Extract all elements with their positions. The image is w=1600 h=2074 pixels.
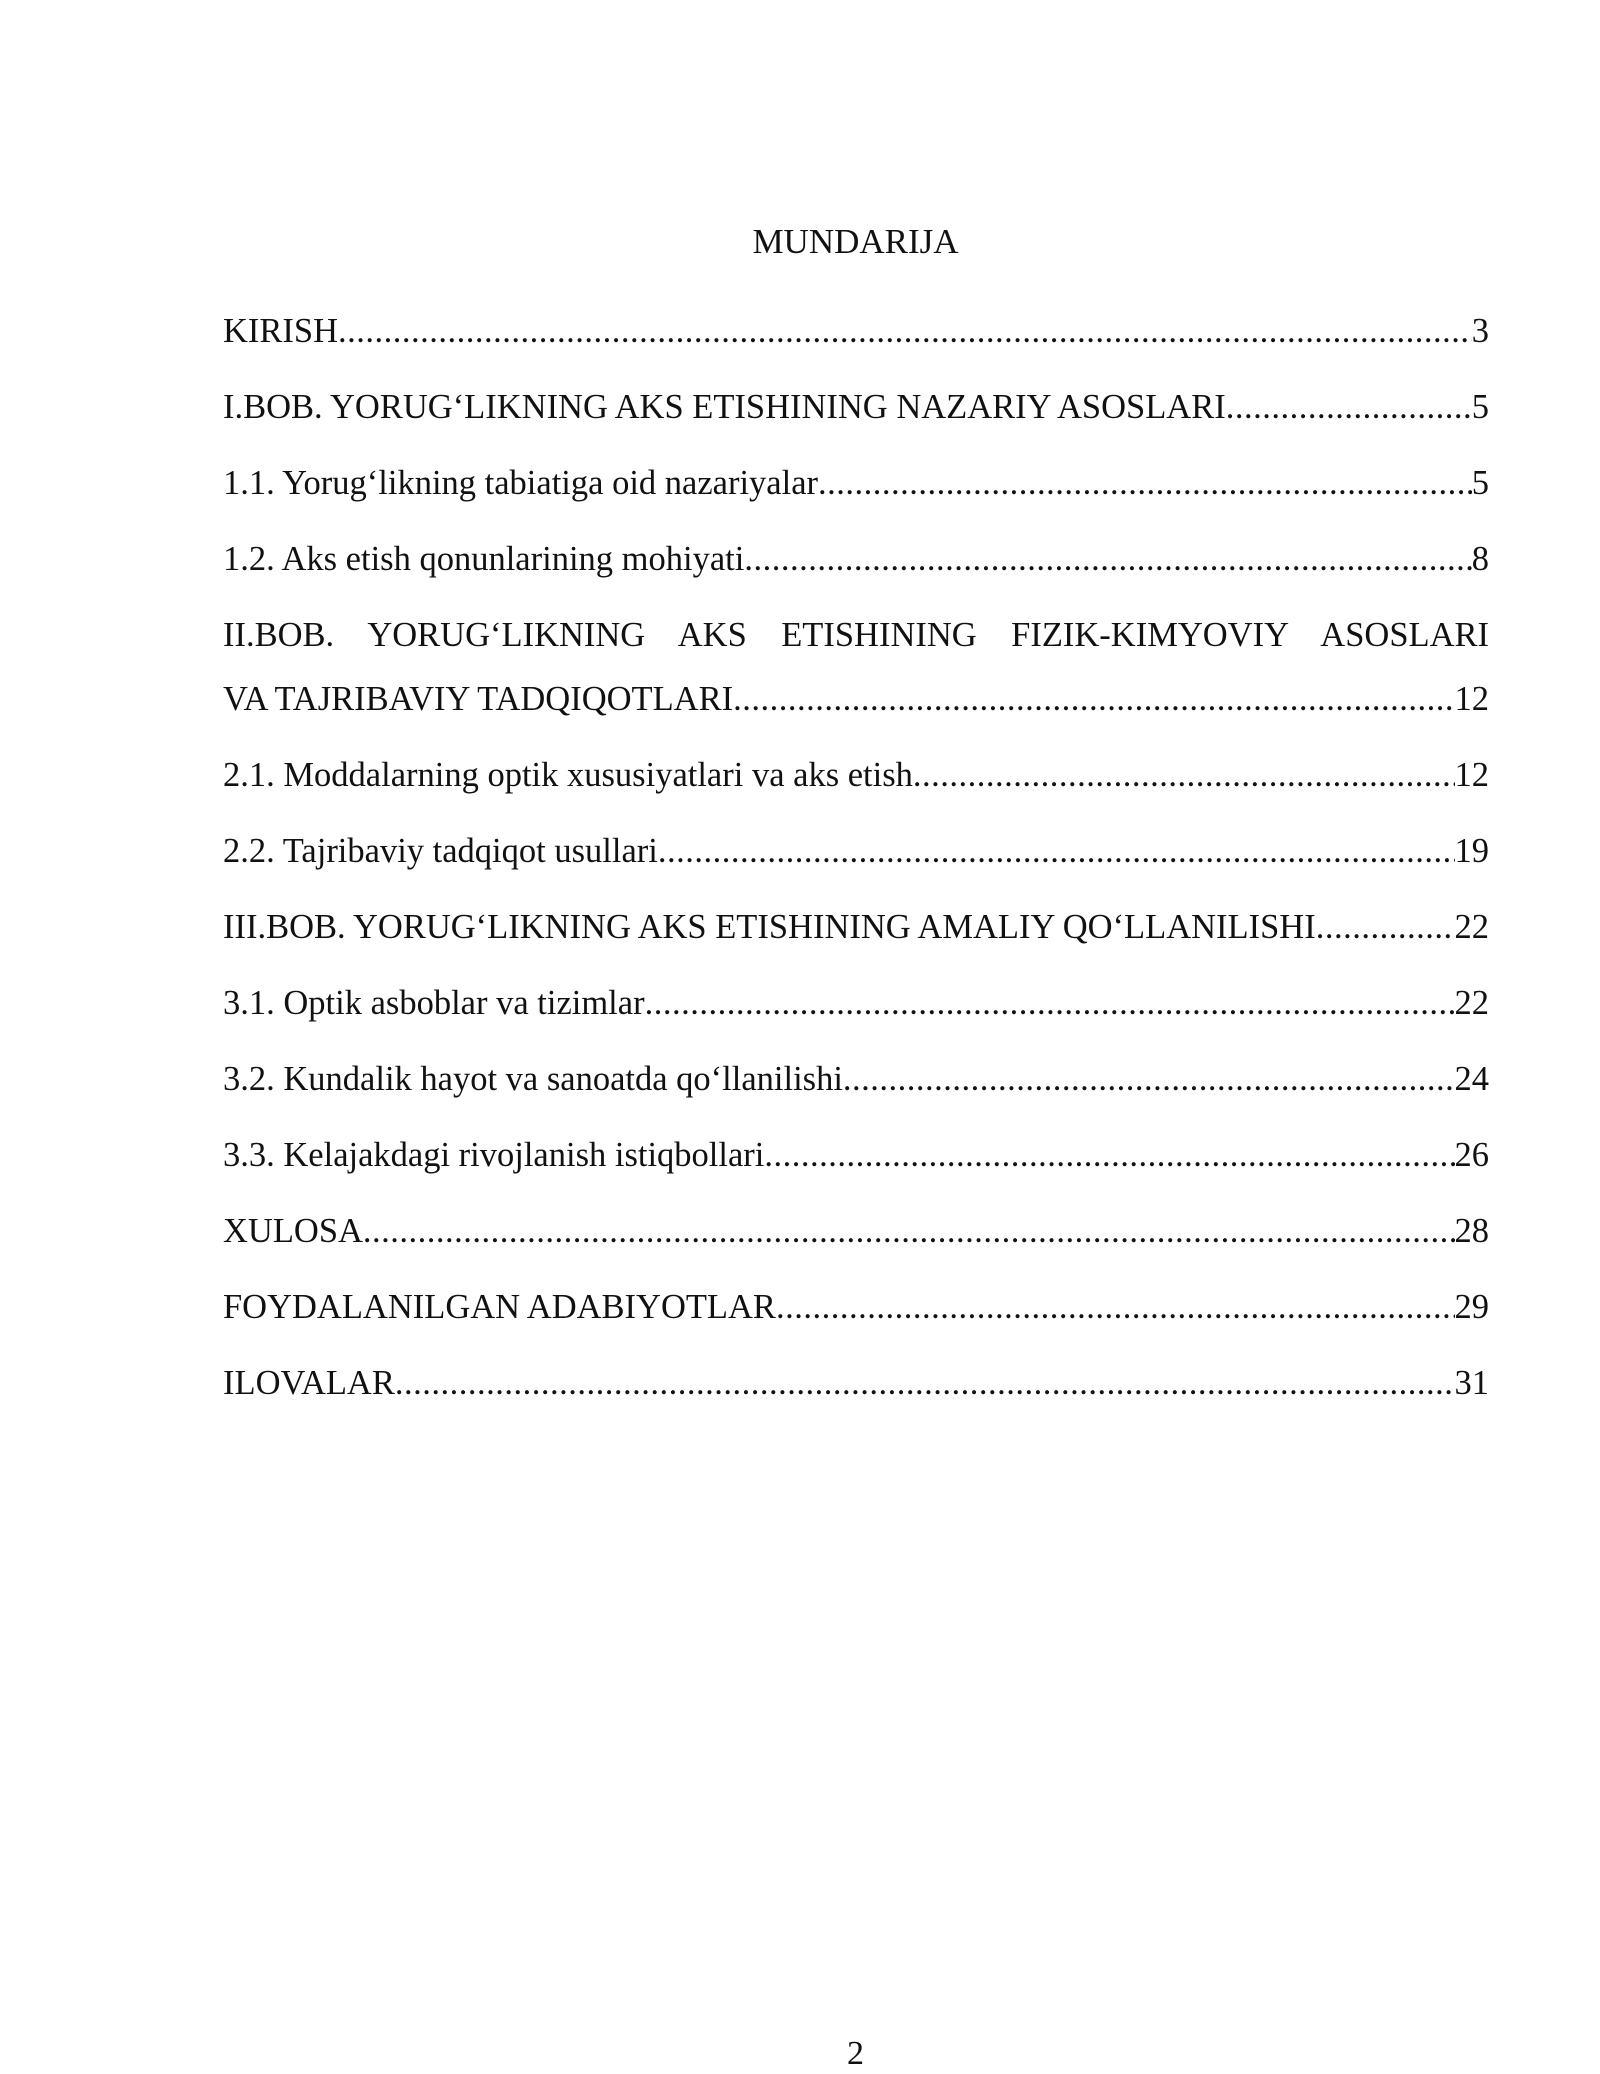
toc-entry-page: 28 [1454, 1212, 1489, 1250]
toc-dot-leader [818, 463, 1472, 503]
toc-entry-label: ILOVALAR [223, 1364, 395, 1402]
toc-entry-page: 26 [1454, 1136, 1489, 1174]
toc-entry-chapter-3[interactable] [223, 907, 1489, 947]
toc-entry-label: 1.1. Yorug‘likning tabiatiga oid nazariyalar [223, 464, 818, 502]
toc-entry-chapter-1[interactable] [223, 387, 1489, 427]
toc-dot-leader [764, 1135, 1454, 1175]
toc-dot-leader [645, 983, 1455, 1023]
toc-entry-line2 [223, 679, 1489, 719]
toc-entry-label: 3.3. Kelajakdagi rivojlanish istiqbollari [223, 1136, 765, 1174]
toc-dot-leader [913, 755, 1455, 795]
toc-entry-label: 2.1. Moddalarning optik xususiyatlari va aks etish [223, 756, 913, 794]
toc-entry-kirish[interactable] [223, 311, 1489, 351]
toc-entry-section-1-2[interactable] [223, 539, 1489, 579]
toc-entry-page: 5 [1471, 464, 1489, 502]
toc-entry-label: I.BOB. YORUG‘LIKNING AKS ETISHINING NAZARIY ASOSLARI [223, 388, 1226, 426]
toc-dot-leader [1226, 387, 1472, 427]
toc-entry-label: 2.2. Tajribaviy tadqiqot usullari [223, 832, 658, 870]
toc-entry-references[interactable] [223, 1287, 1489, 1327]
toc-entry-label: VA TAJRIBAVIY TADQIQOTLARI [223, 680, 734, 718]
toc-dot-leader [338, 311, 1472, 351]
toc-entry-label: III.BOB. YORUG‘LIKNING AKS ETISHINING AMALIY QO‘LLANILISHI [223, 908, 1316, 946]
toc-dot-leader [1316, 907, 1455, 947]
toc-entry-label: FOYDALANILGAN ADABIYOTLAR [223, 1288, 776, 1326]
toc-dot-leader [744, 539, 1471, 579]
toc-entry-label: 1.2. Aks etish qonunlarining mohiyati [223, 540, 745, 578]
toc-entry-label: 3.1. Optik asboblar va tizimlar [223, 984, 645, 1022]
toc-entry-page: 12 [1454, 756, 1489, 794]
toc-dot-leader [776, 1287, 1455, 1327]
page-title: MUNDARIJA [752, 222, 959, 261]
toc-entry-page: 29 [1454, 1288, 1489, 1326]
toc-entry-label-line1: II.BOB. YORUG‘LIKNING AKS ETISHINING FIZIK-KIMYOVIY ASOSLARI [223, 616, 1489, 654]
toc-dot-leader [395, 1363, 1455, 1403]
toc-entry-page: 8 [1471, 540, 1489, 578]
toc-entry-xulosa[interactable] [223, 1211, 1489, 1251]
toc-entry-page: 22 [1454, 908, 1489, 946]
toc-entry-section-1-1[interactable] [223, 463, 1489, 503]
toc-dot-leader [658, 831, 1455, 871]
toc-entry-page: 31 [1454, 1364, 1489, 1402]
toc-dot-leader [363, 1211, 1455, 1251]
toc-entry-page: 22 [1454, 984, 1489, 1022]
toc-entry-section-3-3[interactable] [223, 1135, 1489, 1175]
toc-dot-leader [843, 1059, 1455, 1099]
toc-entry-page: 24 [1454, 1060, 1489, 1098]
toc-entry-label: XULOSA [223, 1212, 363, 1250]
toc-entry-section-3-1[interactable] [223, 983, 1489, 1023]
toc-entry-page: 12 [1454, 680, 1489, 718]
table-of-contents [223, 311, 1489, 1439]
toc-dot-leader [733, 679, 1454, 719]
page-number: 2 [847, 2035, 864, 2072]
toc-entry-section-3-2[interactable] [223, 1059, 1489, 1099]
toc-entry-page: 3 [1471, 312, 1489, 350]
toc-entry-section-2-1[interactable] [223, 755, 1489, 795]
toc-entry-label: KIRISH [223, 312, 339, 350]
toc-entry-appendices[interactable] [223, 1363, 1489, 1403]
toc-entry-page: 19 [1454, 832, 1489, 870]
toc-entry-page: 5 [1471, 388, 1489, 426]
toc-entry-section-2-2[interactable] [223, 831, 1489, 871]
toc-entry-chapter-2[interactable] [223, 615, 1489, 719]
toc-entry-label: 3.2. Kundalik hayot va sanoatda qo‘llanilishi [223, 1060, 843, 1098]
